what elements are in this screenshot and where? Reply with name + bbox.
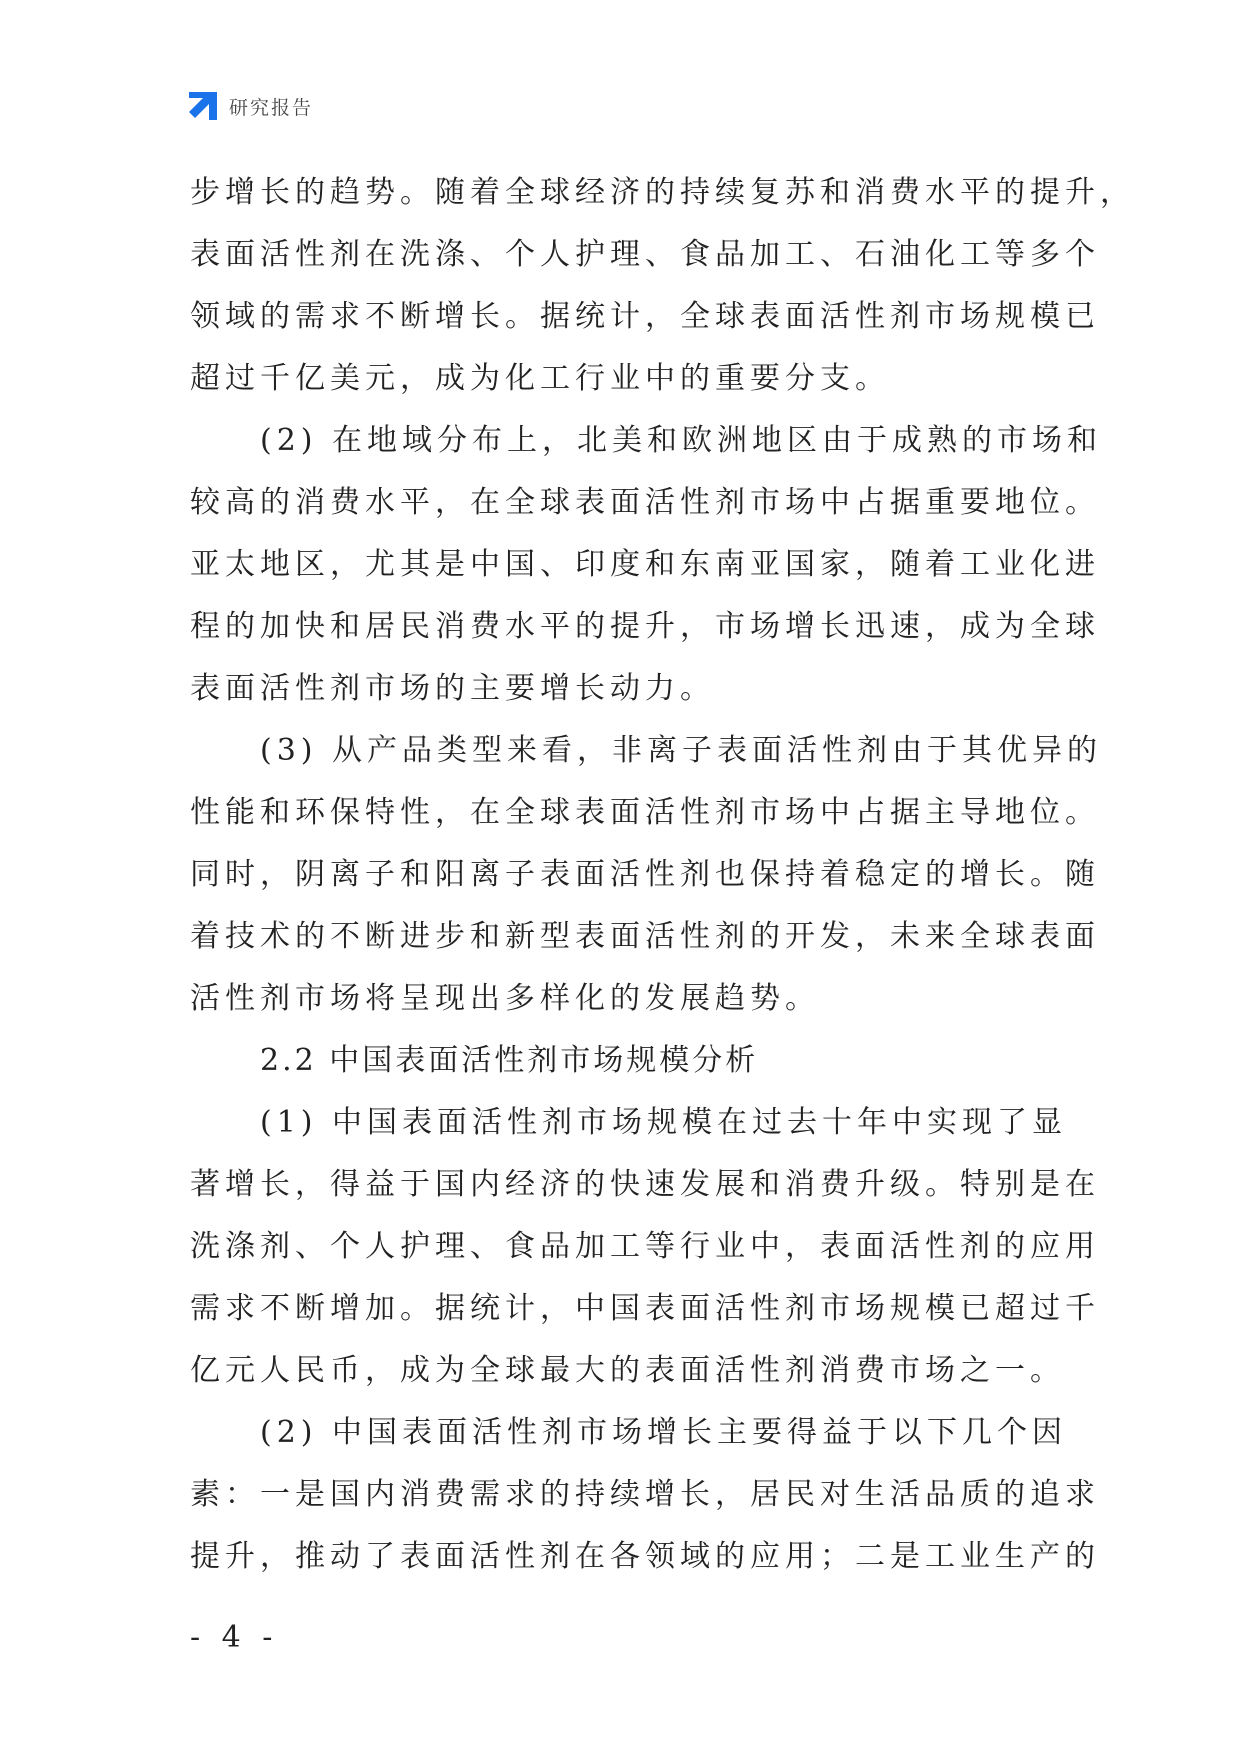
report-label: 研究报告 <box>229 96 314 119</box>
paragraph-start: (1) 中国表面活性剂市场规模在过去十年中实现了显 <box>260 1105 1068 1140</box>
text-line: 表面活性剂市场的主要增长动力。 <box>190 671 715 706</box>
section-heading: 2.2 中国表面活性剂市场规模分析 <box>260 1043 759 1078</box>
text-line: 超过千亿美元，成为化工行业中的重要分支。 <box>190 361 890 396</box>
text-line: 领域的需求不断增长。据统计，全球表面活性剂市场规模已 <box>190 299 1100 334</box>
text-line: 程的加快和居民消费水平的提升，市场增长迅速，成为全球 <box>190 609 1100 644</box>
logo-arrow-icon <box>187 90 219 122</box>
text-line: 着技术的不断进步和新型表面活性剂的开发，未来全球表面 <box>190 919 1100 954</box>
text-line: 洗涤剂、个人护理、食品加工等行业中，表面活性剂的应用 <box>190 1229 1100 1264</box>
page-number: - 4 - <box>190 1620 279 1655</box>
paragraph-start: (2) 在地域分布上，北美和欧洲地区由于成熟的市场和 <box>260 423 1103 458</box>
text-line: 较高的消费水平，在全球表面活性剂市场中占据重要地位。 <box>190 485 1100 520</box>
text-line: 亿元人民币，成为全球最大的表面活性剂消费市场之一。 <box>190 1353 1065 1388</box>
document-body <box>190 162 1135 1588</box>
text-line: 性能和环保特性，在全球表面活性剂市场中占据主导地位。 <box>190 795 1100 830</box>
text-line: 提升，推动了表面活性剂在各领域的应用；二是工业生产的 <box>190 1539 1100 1574</box>
paragraph-start: (3) 从产品类型来看，非离子表面活性剂由于其优异的 <box>260 733 1103 768</box>
text-line: 同时，阴离子和阳离子表面活性剂也保持着稳定的增长。随 <box>190 857 1100 892</box>
text-line: 活性剂市场将呈现出多样化的发展趋势。 <box>190 981 820 1016</box>
text-line: 亚太地区，尤其是中国、印度和东南亚国家，随着工业化进 <box>190 547 1100 582</box>
page-header <box>187 88 313 124</box>
text-line: 著增长，得益于国内经济的快速发展和消费升级。特别是在 <box>190 1167 1100 1202</box>
paragraph-start: (2) 中国表面活性剂市场增长主要得益于以下几个因 <box>260 1415 1068 1450</box>
text-line: 步增长的趋势。随着全球经济的持续复苏和消费水平的提升， <box>190 175 1135 210</box>
text-line: 表面活性剂在洗涤、个人护理、食品加工、石油化工等多个 <box>190 237 1100 272</box>
text-line: 需求不断增加。据统计，中国表面活性剂市场规模已超过千 <box>190 1291 1100 1326</box>
text-line: 素：一是国内消费需求的持续增长，居民对生活品质的追求 <box>190 1477 1100 1512</box>
